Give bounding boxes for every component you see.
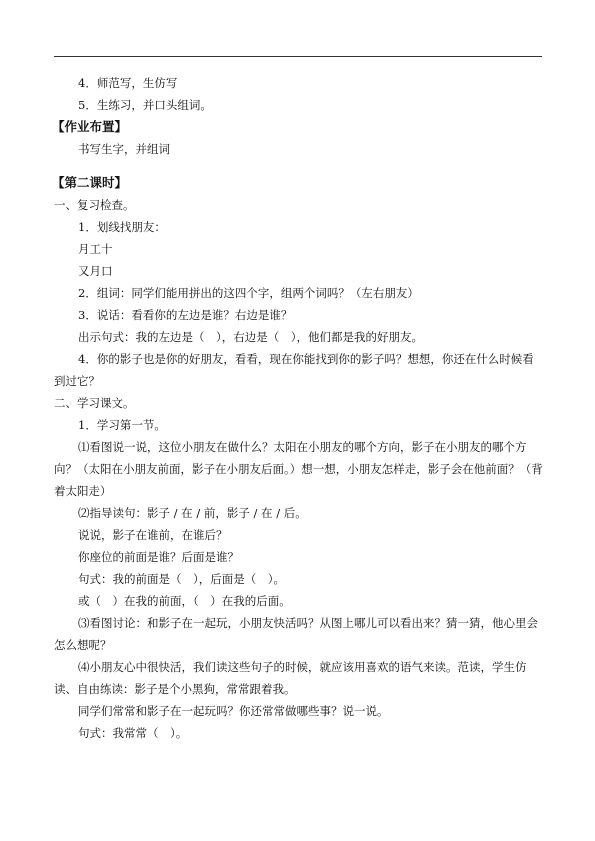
item-3: 3．说话：看看你的左边是谁？右边是谁？ [78,308,293,322]
homework-text: 书写生字，并组词 [78,142,170,156]
item-1: 1．划线找朋友： [78,220,166,234]
sentence-pattern-1: 出示句式：我的左边是（ ），右边是（ ），他们都是我的好朋友。 [78,330,423,344]
section-homework-heading: 【作业布置】 [52,119,128,134]
sentence-pattern-2: 句式：我的前面是（ ），后面是（ ）。 [78,572,285,586]
item-2: 2．组词：同学们能用拼出的这四个字，组两个词吗？（左右朋友） [78,286,419,300]
step-5: 5．生练习，并口头组词。 [78,98,212,112]
paragraph-3: ⑶看图讨论：和影子在一起玩，小朋友快活吗？从图上哪儿可以看出来？猜一猜，他心里会怎么想呢？ [54,616,538,652]
part-1-title: 一、复习检查。 [54,198,135,212]
question-1: 说说，影子在谁前，在谁后？ [78,528,228,542]
paragraph-1: ⑴看图说一说，这位小朋友在做什么？太阳在小朋友的哪个方向，影子在小朋友的哪个方向？（太阳在小朋友前面，影子在小朋友后面。）想一想，小朋友怎样走，影子会在他前面？（背着太阳走） [54,440,543,498]
question-2: 你座位的前面是谁？后面是谁？ [78,550,239,564]
item-4: 4．你的影子也是你的好朋友，看看，现在你能找到你的影子吗？想想，你还在什么时候看到过它？ [54,352,534,388]
sentence-pattern-4: 句式：我常常（ ）。 [78,726,188,740]
question-3: 同学们常常和影子在一起玩吗？你还常常做哪些事？说一说。 [78,704,389,718]
paragraph-4: ⑷小朋友心中很快活，我们读这些句子的时候，就应该用喜欢的语气来读。范读，学生仿读、自由练读：影子是个小黑狗，常常跟着我。 [54,660,527,696]
section-lesson2-heading: 【第二课时】 [52,175,128,190]
sentence-pattern-3: 或（ ）在我的前面，（ ）在我的后面。 [78,594,291,608]
paragraph-2: ⑵指导读句：影子 / 在 / 前，影子 / 在 / 后。 [78,506,307,520]
chars-row-1: 月工十 [78,242,113,256]
step-4: 4．师范写，生仿写 [78,76,178,90]
spacer [54,160,544,172]
chars-row-2: 又月口 [78,264,113,278]
document-body [54,72,544,744]
section-1-title: 1．学习第一节。 [78,418,166,432]
header-rule [54,56,542,57]
part-2-title: 二、学习课文。 [54,396,135,410]
